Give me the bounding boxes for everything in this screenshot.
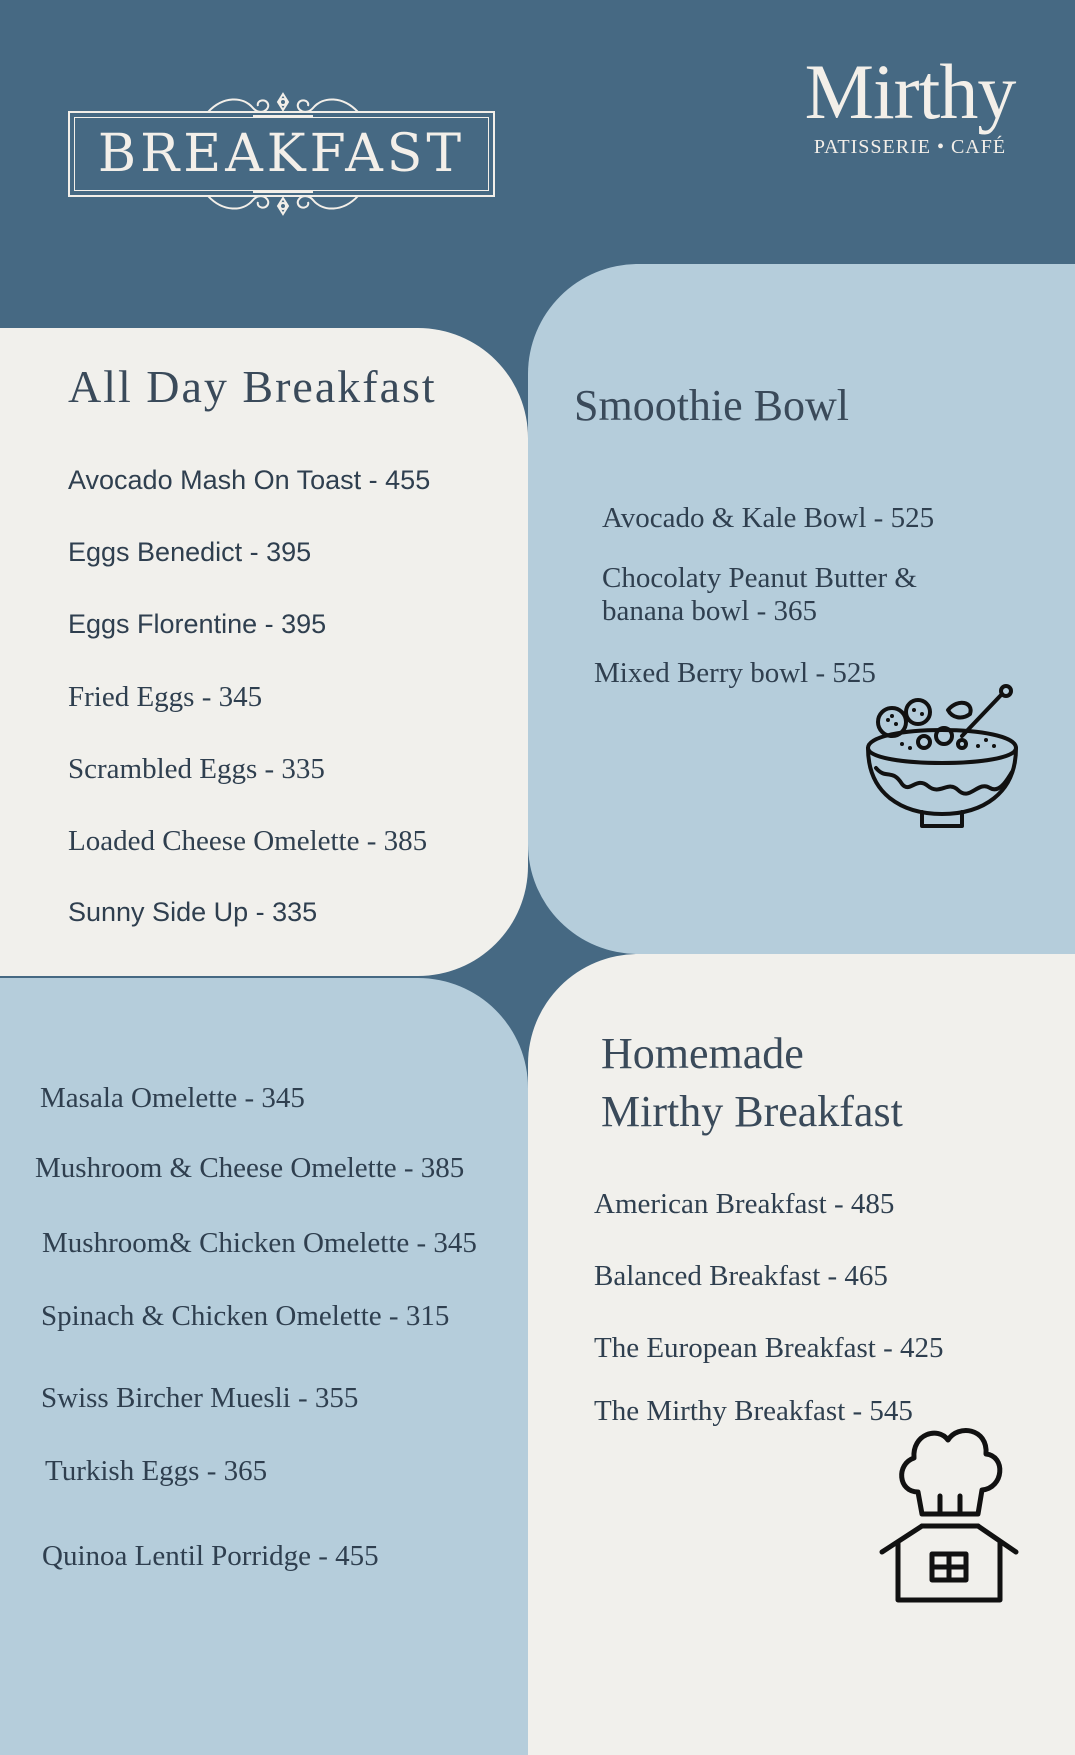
menu-item: American Breakfast - 485: [594, 1188, 895, 1220]
menu-item: The Mirthy Breakfast - 545: [594, 1395, 913, 1427]
menu-item: banana bowl - 365: [602, 595, 818, 627]
menu-item: Mushroom & Cheese Omelette - 385: [35, 1152, 465, 1184]
menu-item: Turkish Eggs - 365: [45, 1455, 268, 1487]
menu-item: Swiss Bircher Muesli - 355: [41, 1382, 359, 1414]
menu-item: Eggs Benedict - 395: [68, 537, 312, 567]
menu-item: Mixed Berry bowl - 525: [594, 657, 876, 689]
all-day-breakfast-panel: [0, 328, 528, 976]
menu-item: Masala Omelette - 345: [40, 1082, 305, 1114]
menu-item: Mushroom& Chicken Omelette - 345: [42, 1227, 477, 1259]
menu-item: Scrambled Eggs - 335: [68, 753, 325, 785]
menu-item: Avocado Mash On Toast - 455: [68, 465, 431, 495]
smoothie-bowl-heading: Smoothie Bowl: [574, 381, 850, 430]
menu-item: Chocolaty Peanut Butter &: [602, 562, 917, 594]
brand-logo: [790, 50, 1030, 159]
homemade-heading-line1: Homemade: [601, 1029, 804, 1078]
homemade-heading-line2: Mirthy Breakfast: [601, 1087, 903, 1136]
smoothie-bowl-icon: [862, 684, 1022, 836]
all-day-breakfast-heading: All Day Breakfast: [68, 361, 437, 412]
brand-tagline: PATISSERIE • CAFÉ: [813, 136, 1007, 158]
menu-title: BREAKFAST: [97, 124, 466, 184]
chef-hat-house-icon: [878, 1414, 1020, 1604]
menu-item: Eggs Florentine - 395: [68, 609, 327, 639]
menu-item: Sunny Side Up - 335: [68, 897, 318, 927]
menu-item: Balanced Breakfast - 465: [594, 1260, 888, 1292]
menu-item: Loaded Cheese Omelette - 385: [68, 825, 428, 857]
menu-item: Quinoa Lentil Porridge - 455: [42, 1540, 379, 1572]
brand-name: Mirthy: [804, 48, 1016, 135]
homemade-breakfast-heading: [601, 1025, 903, 1141]
menu-item: Fried Eggs - 345: [68, 681, 263, 713]
menu-item: Avocado & Kale Bowl - 525: [602, 502, 935, 534]
menu-item: Spinach & Chicken Omelette - 315: [41, 1300, 450, 1332]
menu-item: The European Breakfast - 425: [594, 1332, 944, 1364]
